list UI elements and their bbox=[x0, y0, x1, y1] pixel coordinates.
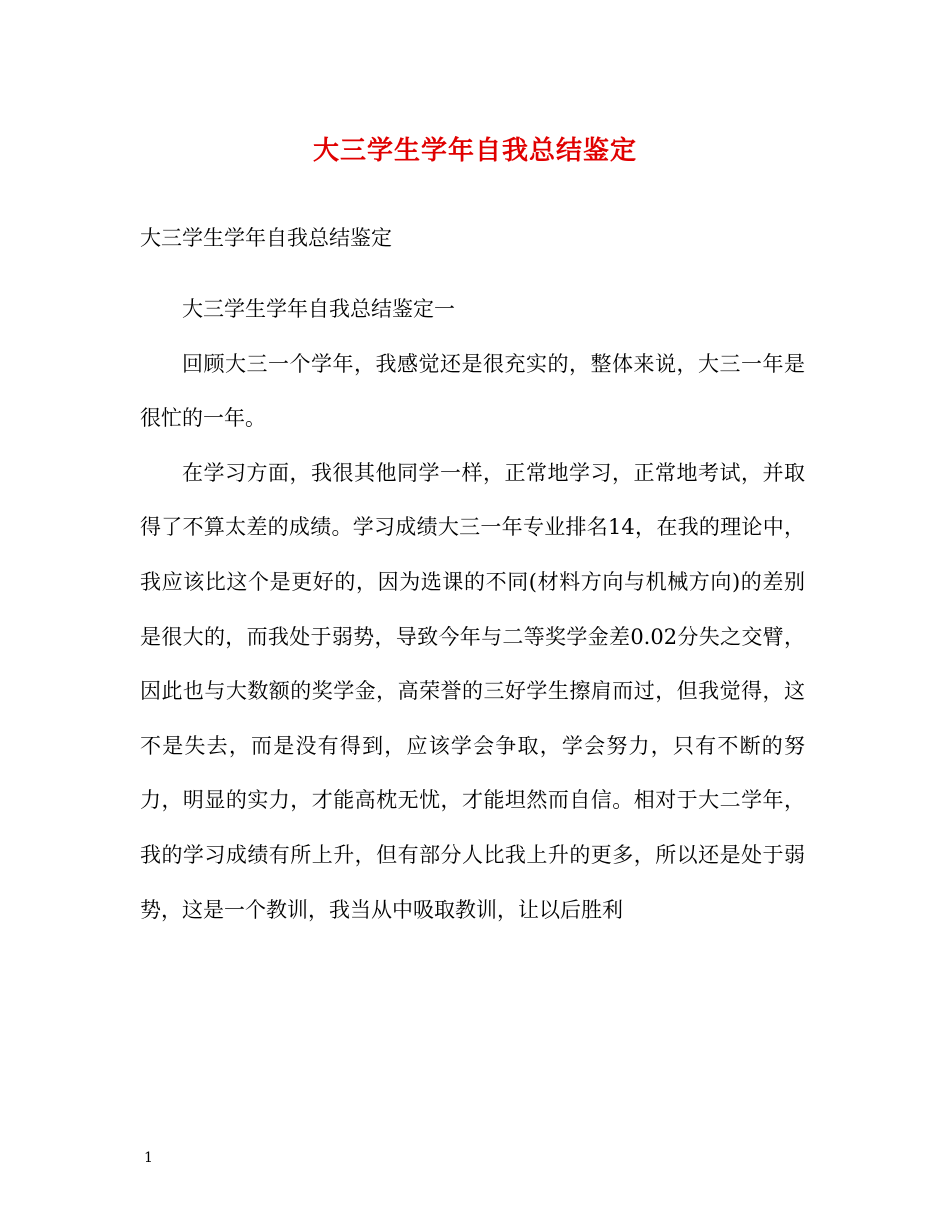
paragraph: 在学习方面，我很其他同学一样，正常地学习，正常地考试，并取得了不算太差的成绩。学习成绩大三一年专业排名14，在我的理论中，我应该比这个是更好的，因为选课的不同(材料方向与机械方向)的差别是很大的，而我处于弱势，导致今年与二等奖学金差0.02分失之交臂，因此也与大数额的奖学金，高荣誉的三好学生擦肩而过，但我觉得，这不是失去，而是没有得到，应该学会争取，学会努力，只有不断的努力，明显的实力，才能高枕无忧，才能坦然而自信。相对于大二学年，我的学习成绩有所上升，但有部分人比我上升的更多，所以还是处于弱势，这是一个教训，我当从中吸取教训，让以后胜利 bbox=[140, 460, 805, 922]
document-body bbox=[140, 282, 805, 937]
document-title: 大三学生学年自我总结鉴定 bbox=[312, 136, 637, 166]
page-number: 1 bbox=[144, 1150, 153, 1166]
document-subtitle: 大三学生学年自我总结鉴定 bbox=[140, 226, 392, 250]
section-heading: 大三学生学年自我总结鉴定一 bbox=[182, 297, 455, 321]
paragraph: 回顾大三一个学年，我感觉还是很充实的，整体来说，大三一年是很忙的一年。 bbox=[140, 351, 805, 431]
